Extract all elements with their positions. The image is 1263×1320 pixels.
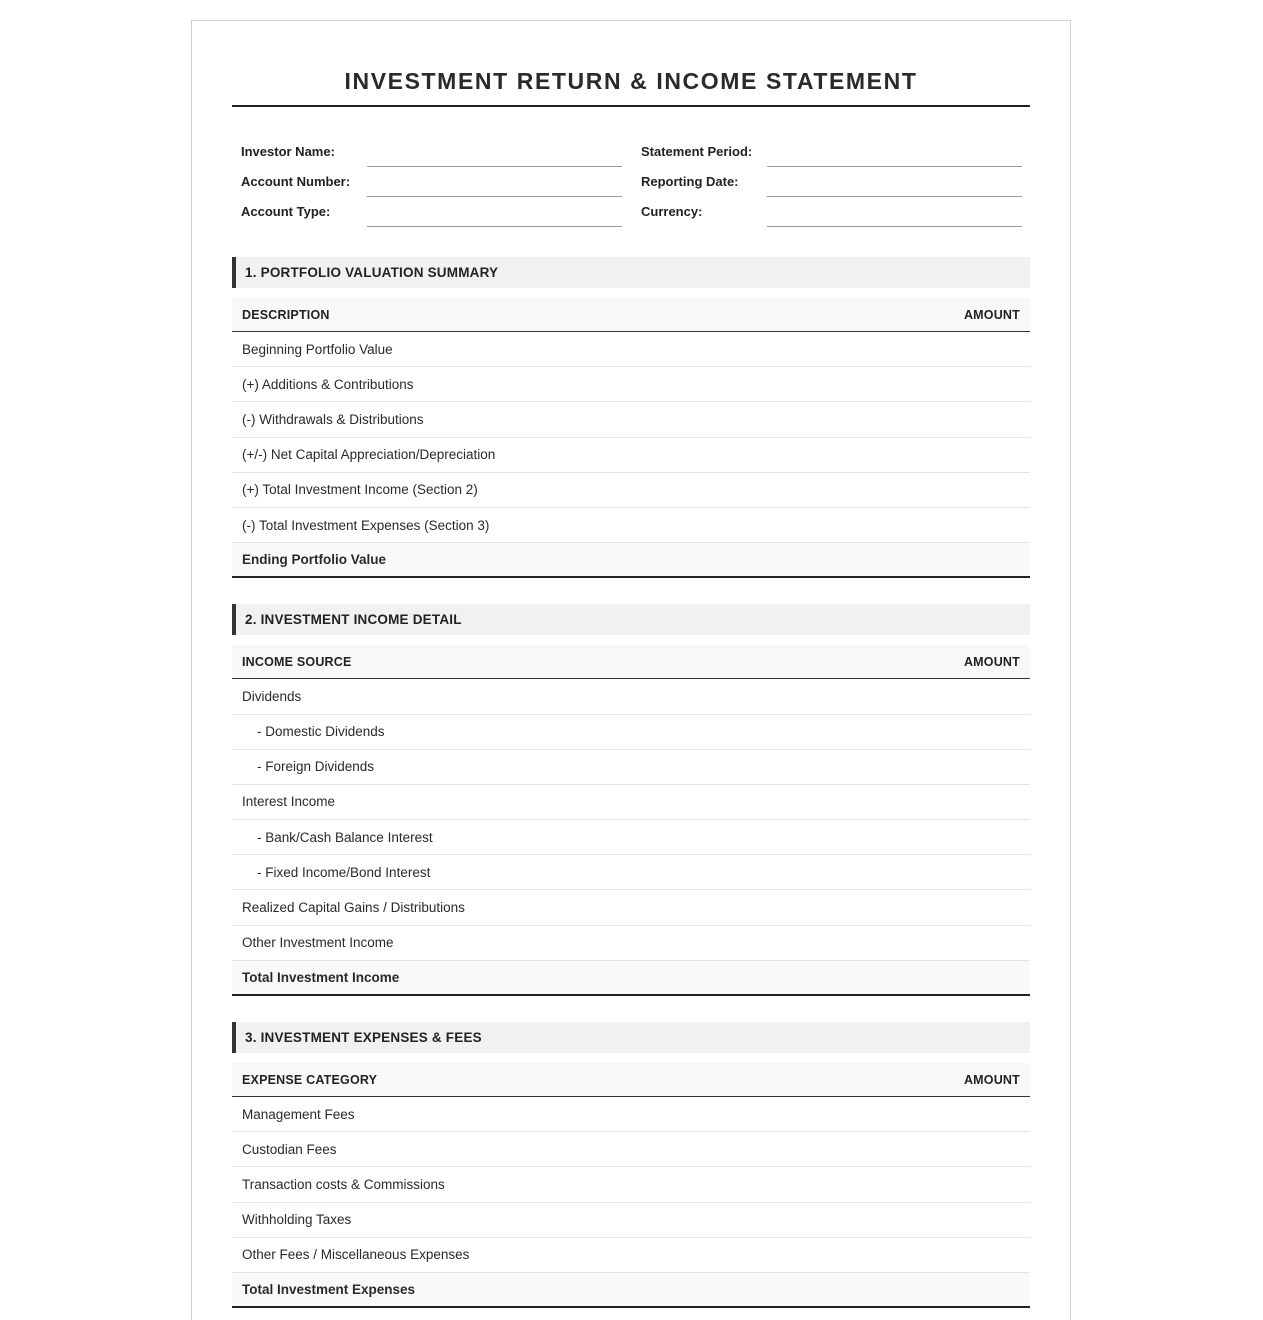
- row-label: Beginning Portfolio Value: [242, 341, 393, 357]
- total-label: Ending Portfolio Value: [242, 552, 387, 568]
- row-label: Other Fees / Miscellaneous Expenses: [242, 1247, 470, 1263]
- document-title: INVESTMENT RETURN & INCOME STATEMENT: [344, 68, 918, 94]
- row-label: Management Fees: [242, 1106, 355, 1122]
- table-row: [232, 1097, 1030, 1132]
- row-label: Other Investment Income: [242, 935, 394, 951]
- statement-period-label: Statement Period:: [641, 144, 753, 159]
- column-header-amount: AMOUNT: [963, 654, 1020, 669]
- table-row: [232, 473, 1030, 508]
- table-row: [232, 1203, 1030, 1238]
- total-label: Total Investment Income: [242, 969, 400, 985]
- row-label: Realized Capital Gains / Distributions: [242, 900, 465, 916]
- column-header-description: DESCRIPTION: [242, 307, 330, 322]
- account-type-label: Account Type:: [241, 204, 331, 219]
- row-label: (-) Total Investment Expenses (Section 3): [242, 517, 490, 533]
- total-label: Total Investment Expenses: [242, 1282, 416, 1298]
- expenses-fees-table: [232, 1063, 1030, 1308]
- statement-page: [191, 20, 1071, 1320]
- table-row: [232, 508, 1030, 543]
- table-row: [232, 855, 1030, 890]
- table-row: [232, 1132, 1030, 1167]
- table-row: [232, 679, 1030, 714]
- table-row: [232, 715, 1030, 750]
- section-income-detail-header: 2. INVESTMENT INCOME DETAIL: [232, 604, 1030, 635]
- account-type-field[interactable]: [367, 197, 622, 227]
- title-divider: [232, 105, 1030, 107]
- portfolio-valuation-table: [232, 298, 1030, 578]
- table-row: [232, 750, 1030, 785]
- table-row: [232, 1238, 1030, 1273]
- section-expenses-fees-header: 3. INVESTMENT EXPENSES & FEES: [232, 1022, 1030, 1053]
- row-label: (+) Additions & Contributions: [242, 376, 414, 392]
- column-header-amount: AMOUNT: [963, 307, 1020, 322]
- table-row: [232, 438, 1030, 473]
- table-row: [232, 890, 1030, 925]
- table-header: [232, 1063, 1030, 1097]
- account-number-label: Account Number:: [241, 174, 351, 189]
- account-number-field[interactable]: [367, 167, 622, 197]
- row-label: Dividends: [242, 688, 302, 704]
- table-row: [232, 402, 1030, 437]
- column-header-amount: AMOUNT: [963, 1072, 1020, 1087]
- total-row: [232, 1273, 1030, 1308]
- table-row: [232, 332, 1030, 367]
- investor-name-label: Investor Name:: [241, 144, 335, 159]
- row-label: Withholding Taxes: [242, 1212, 352, 1228]
- row-label: - Foreign Dividends: [257, 759, 375, 775]
- total-row: [232, 961, 1030, 996]
- account-info-grid: [232, 137, 1030, 227]
- table-header: [232, 298, 1030, 332]
- row-label: (-) Withdrawals & Distributions: [242, 411, 424, 427]
- row-label: Transaction costs & Commissions: [242, 1176, 445, 1192]
- statement-period-field[interactable]: [767, 137, 1022, 167]
- row-label: - Domestic Dividends: [257, 724, 385, 740]
- section-portfolio-valuation-header: 1. PORTFOLIO VALUATION SUMMARY: [232, 257, 1030, 288]
- table-row: [232, 367, 1030, 402]
- table-row: [232, 1167, 1030, 1202]
- currency-label: Currency:: [641, 204, 703, 219]
- income-detail-table: [232, 645, 1030, 996]
- table-row: [232, 785, 1030, 820]
- table-row: [232, 820, 1030, 855]
- column-header-income-source: INCOME SOURCE: [242, 654, 352, 669]
- currency-field[interactable]: [767, 197, 1022, 227]
- reporting-date-label: Reporting Date:: [641, 174, 739, 189]
- row-label: Custodian Fees: [242, 1141, 337, 1157]
- column-header-expense-category: EXPENSE CATEGORY: [242, 1072, 378, 1087]
- row-label: Interest Income: [242, 794, 336, 810]
- table-row: [232, 926, 1030, 961]
- table-header: [232, 645, 1030, 679]
- investor-name-field[interactable]: [367, 137, 622, 167]
- reporting-date-field[interactable]: [767, 167, 1022, 197]
- row-label: - Bank/Cash Balance Interest: [257, 829, 433, 845]
- row-label: (+) Total Investment Income (Section 2): [242, 482, 478, 498]
- row-label: (+/-) Net Capital Appreciation/Depreciation: [242, 447, 496, 463]
- row-label: - Fixed Income/Bond Interest: [257, 864, 431, 880]
- total-row: [232, 543, 1030, 578]
